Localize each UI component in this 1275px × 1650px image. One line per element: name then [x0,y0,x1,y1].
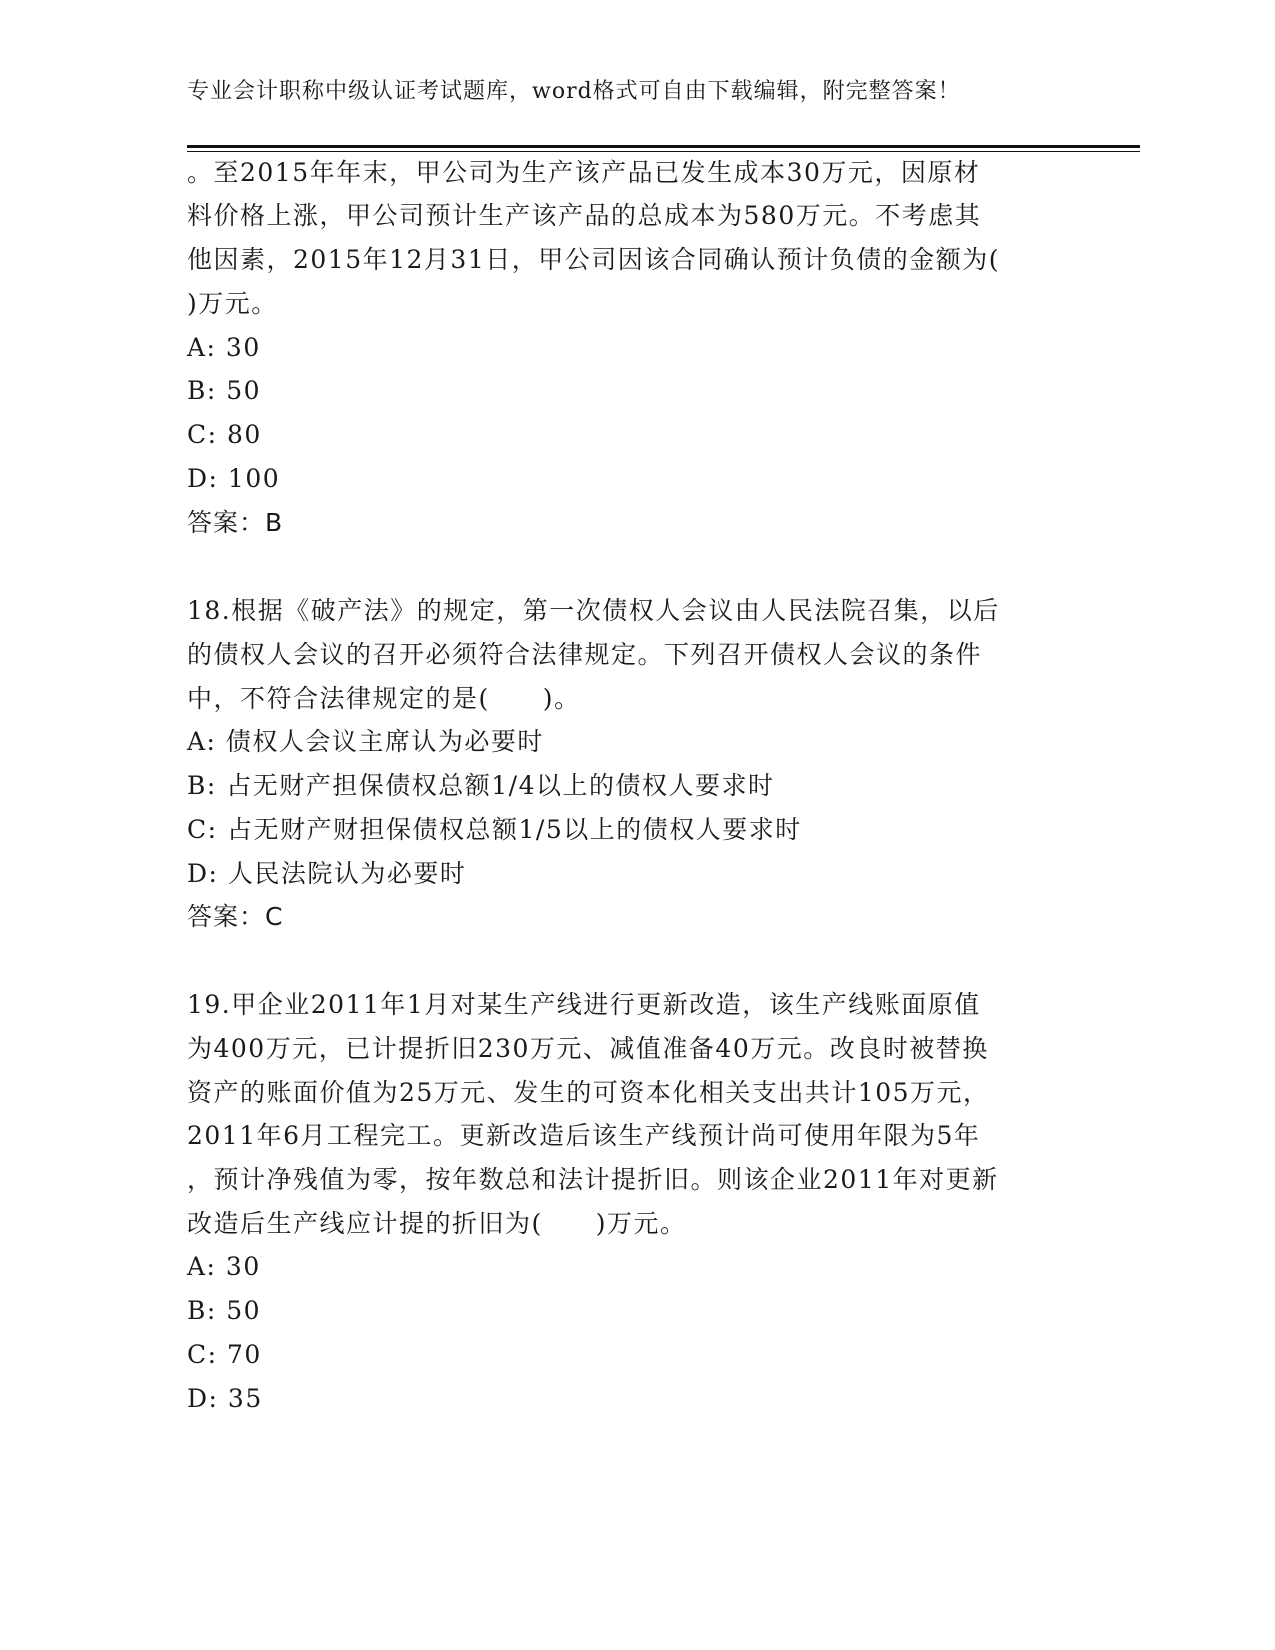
q18-answer: 答案：C [187,902,284,931]
q18-text-line: 18.根据《破产法》的规定，第一次债权人会议由人民法院召集，以后 [187,596,1000,625]
q18-text-line: 中，不符合法律规定的是( )。 [187,684,581,713]
q19-text-line: 资产的账面价值为25万元、发生的可资本化相关支出共计105万元， [187,1078,990,1107]
q17-option-b: B: 50 [187,376,262,405]
q17-text-line: 料价格上涨，甲公司预计生产该产品的总成本为580万元。不考虑其 [187,201,982,230]
q18-option-d: D: 人民法院认为必要时 [187,859,467,888]
q19-option-b: B: 50 [187,1296,262,1325]
q18-text-line: 的债权人会议的召开必须符合法律规定。下列召开债权人会议的条件 [187,640,983,669]
q17-text-line: 他因素，2015年12月31日，甲公司因该合同确认预计负债的金额为( [187,245,1001,274]
header-rule-thin [187,151,1140,152]
q18-option-b: B: 占无财产担保债权总额1/4以上的债权人要求时 [187,771,775,800]
q18-option-a: A: 债权人会议主席认为必要时 [187,727,544,756]
q19-option-c: C: 70 [187,1340,262,1369]
header-rule-thick [187,145,1140,148]
q19-text-line: 改造后生产线应计提的折旧为( )万元。 [187,1209,687,1238]
q18-option-c: C: 占无财产财担保债权总额1/5以上的债权人要求时 [187,815,802,844]
q19-text-line: 2011年6月工程完工。更新改造后该生产线预计尚可使用年限为5年 [187,1121,981,1150]
q17-text-line: )万元。 [187,289,278,318]
q19-text-line: 为400万元，已计提折旧230万元、减值准备40万元。改良时被替换 [187,1034,989,1063]
q17-answer: 答案：B [187,508,284,537]
page-header: 专业会计职称中级认证考试题库，word格式可自由下载编辑，附完整答案！ [187,79,961,104]
q17-option-d: D: 100 [187,464,281,493]
q17-option-c: C: 80 [187,420,262,449]
q19-text-line: 19.甲企业2011年1月对某生产线进行更新改造，该生产线账面原值 [187,990,981,1019]
q17-text-line: 。至2015年年末，甲公司为生产该产品已发生成本30万元，因原材 [187,158,981,187]
q19-option-d: D: 35 [187,1384,263,1413]
q19-option-a: A: 30 [187,1252,261,1281]
q19-text-line: ，预计净残值为零，按年数总和法计提折旧。则该企业2011年对更新 [187,1165,999,1194]
q17-option-a: A: 30 [187,333,261,362]
